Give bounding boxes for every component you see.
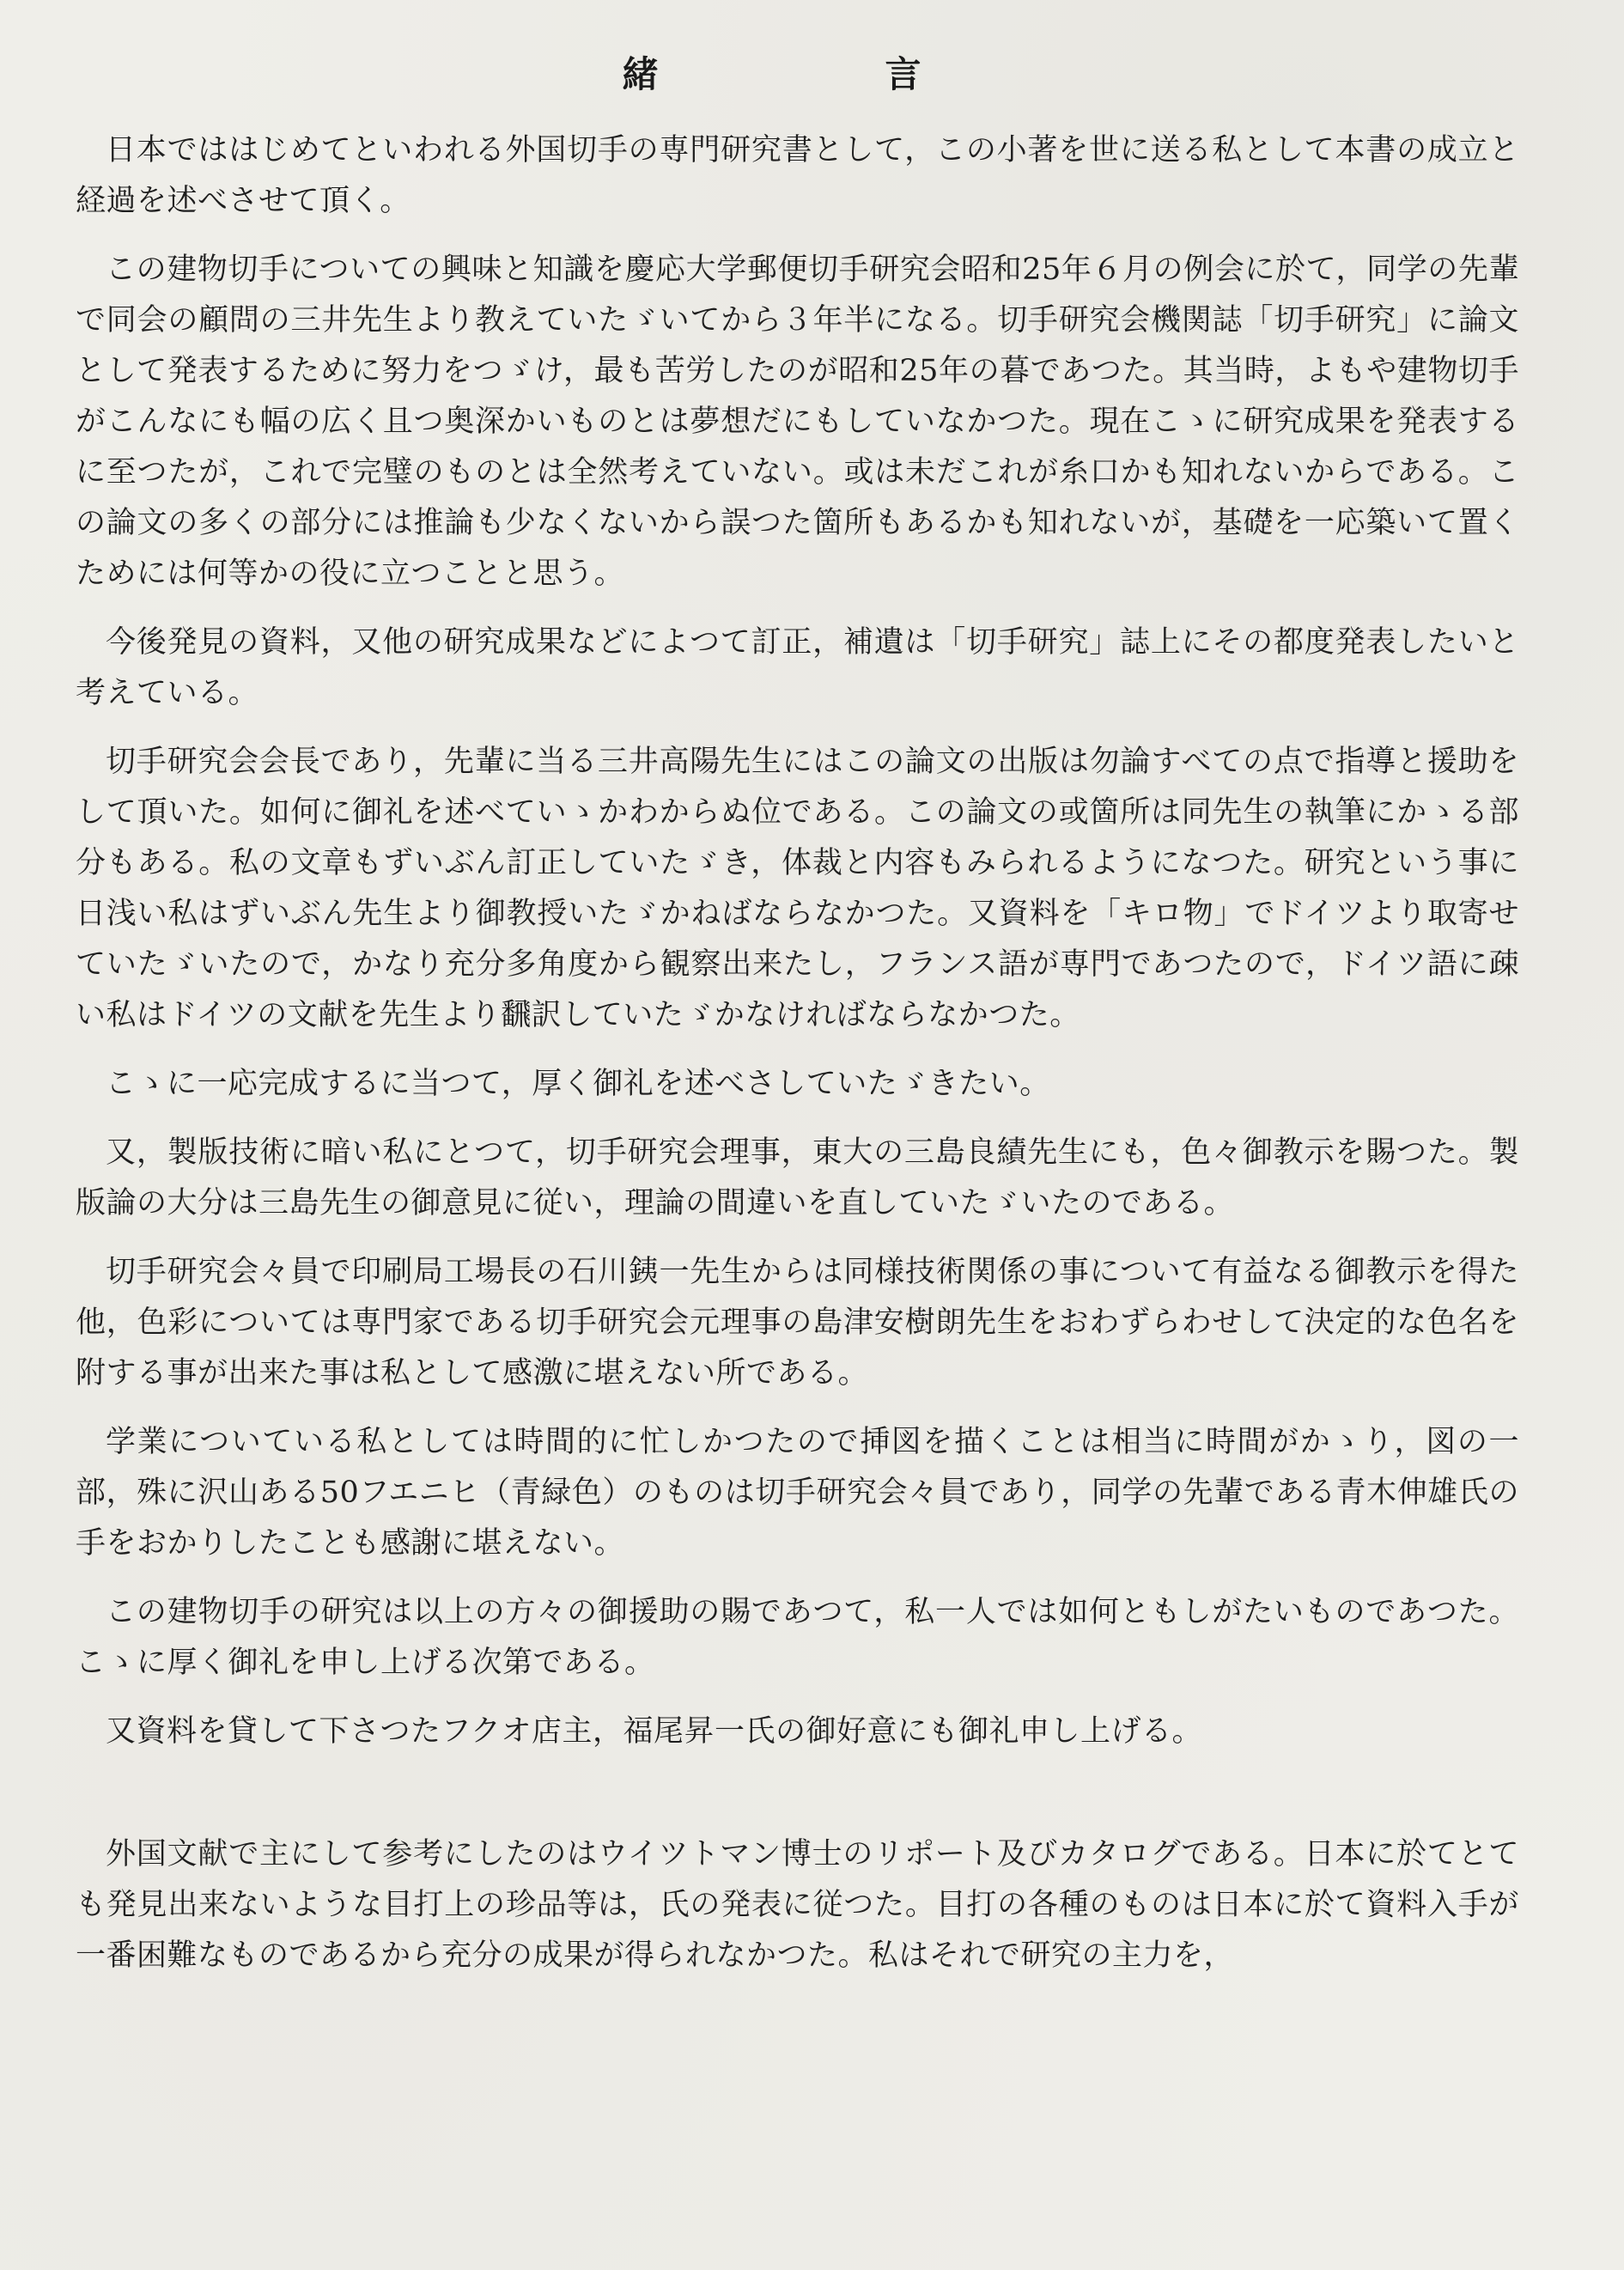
paragraph-8: 学業についている私としては時間的に忙しかつたので挿図を描くことは相当に時間がかゝり，図の一部，殊に沢山ある50フエニヒ（青緑色）のものは切手研究会々員であり，同学の先輩である青木伸雄氏の手をおかりしたことも感謝に堪えない。 bbox=[76, 1425, 1519, 1561]
paragraph-11: 外国文献で主にして参考にしたのはウイツトマン博士のリポート及びカタログである。日本に於てとても発見出来ないような目打上の珍品等は，氏の発表に従つた。目打の各種のものは日本に於て資料入手が一番困難なものであるから充分の成果が得られなかつた。私はそれで研究の主力を， bbox=[76, 1837, 1519, 1974]
paragraph-1: 日本でははじめてといわれる外国切手の専門研究書として，この小著を世に送る私として本書の成立と経過を述べさせて頂く。 bbox=[76, 133, 1519, 219]
paragraph-10: 又資料を貸して下さつたフクオ店主，福尾昇一氏の御好意にも御礼申し上げる。 bbox=[106, 1714, 1202, 1750]
paragraph-6: 又，製版技術に暗い私にとつて，切手研究会理事，東大の三島良績先生にも，色々御教示を賜つた。製版論の大分は三島先生の御意見に従い，理論の間違いを直していたゞいたのである。 bbox=[76, 1135, 1519, 1221]
paragraph-4: 切手研究会会長であり，先輩に当る三井高陽先生にはこの論文の出版は勿論すべての点で指導と援助をして頂いた。如何に御礼を述べていゝかわからぬ位である。この論文の或箇所は同先生の執筆にかゝる部分もある。私の文章もずいぶん訂正していたゞき，体裁と内容もみられるようになつた。研究という事に日浅い私はずいぶん先生より御教授いたゞかねばならなかつた。又資料を「キロ物」でドイツより取寄せていたゞいたので，かなり充分多角度から観察出来たし，フランス語が専門であつたので，ドイツ語に疎い私はドイツの文献を先生より飜訳していたゞかなければならなかつた。 bbox=[76, 745, 1519, 1033]
paragraph-7: 切手研究会々員で印刷局工場長の石川銕一先生からは同様技術関係の事について有益なる御教示を得た他，色彩については専門家である切手研究会元理事の島津安樹朗先生をおわずらわせして決定的な色名を附する事が出来た事は私として感激に堪えない所である。 bbox=[76, 1255, 1519, 1391]
document-body bbox=[76, 125, 1519, 1981]
paragraph-9: この建物切手の研究は以上の方々の御援助の賜であつて，私一人では如何ともしがたいものであつた。こゝに厚く御礼を申し上げる次第である。 bbox=[76, 1595, 1519, 1681]
paragraph-5: こゝに一応完成するに当つて，厚く御礼を述べさしていたゞきたい。 bbox=[106, 1067, 1050, 1102]
paragraph-2: この建物切手についての興味と知識を慶応大学郵便切手研究会昭和25年６月の例会に於て，同学の先輩で同会の顧問の三井先生より教えていたゞいてから３年半になる。切手研究会機関誌「切手研究」に論文として発表するために努力をつゞけ，最も苦労したのが昭和25年の暮であつた。其当時，よもや建物切手がこんなにも幅の広く且つ奥深かいものとは夢想だにもしていなかつた。現在こゝに研究成果を発表するに至つたが，これで完璧のものとは全然考えていない。或は未だこれが糸口かも知れないからである。この論文の多くの部分には推論も少なくないから誤つた箇所もあるかも知れないが，基礎を一応築いて置くためには何等かの役に立つことと思う。 bbox=[76, 253, 1519, 592]
paragraph-3: 今後発見の資料，又他の研究成果などによつて訂正，補遺は「切手研究」誌上にその都度発表したいと考えている。 bbox=[76, 625, 1519, 711]
page-title: 緒 言 bbox=[622, 53, 973, 95]
